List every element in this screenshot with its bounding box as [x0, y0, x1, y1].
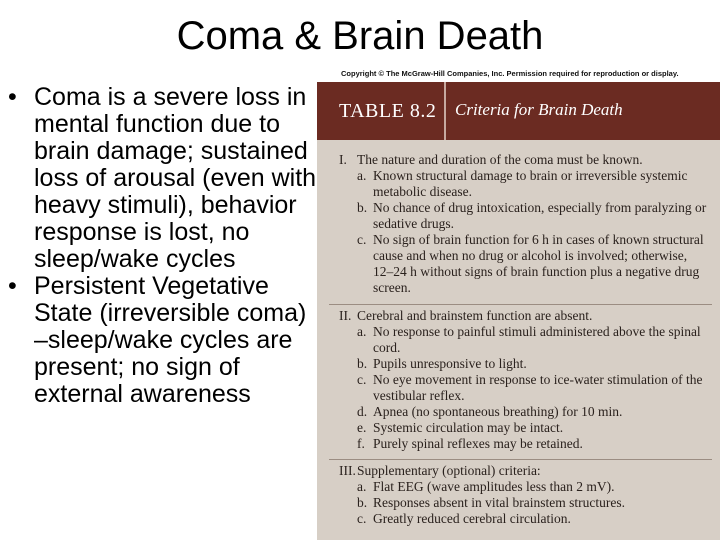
item-text: Systemic circulation may be intact.	[373, 420, 564, 435]
item-letter: b.	[357, 356, 368, 371]
criterion-item	[339, 324, 709, 356]
section-heading	[339, 463, 709, 479]
copyright-notice: Copyright © The McGraw-Hill Companies, Inc. Permission required for reproduction or display.	[341, 69, 679, 78]
item-text: Flat EEG (wave amplitudes less than 2 mV).	[373, 479, 615, 494]
bullet-text: Coma is a severe loss in mental function due to brain damage; sustained loss of arousal (even with heavy stimuli), behavior response is lost, no sleep/wake cycles	[34, 83, 317, 273]
section-3	[339, 463, 709, 527]
section-number: I.	[339, 152, 347, 167]
item-text: Greatly reduced cerebral circulation.	[373, 511, 571, 526]
section-heading	[339, 308, 709, 324]
criterion-item	[339, 200, 709, 232]
section-2	[339, 308, 709, 452]
bullet-list	[8, 84, 318, 408]
item-letter: b.	[357, 200, 368, 215]
criterion-item	[339, 232, 709, 296]
section-heading-text: Supplementary (optional) criteria:	[357, 463, 541, 478]
item-letter: a.	[357, 479, 367, 494]
criterion-item	[339, 479, 709, 495]
section-divider	[329, 459, 712, 460]
bullet-glyph: •	[8, 83, 17, 111]
item-letter: a.	[357, 168, 367, 183]
header-divider	[444, 82, 446, 140]
item-letter: f.	[357, 436, 365, 451]
criterion-item	[339, 356, 709, 372]
bullet-item	[8, 84, 318, 273]
section-heading	[339, 152, 709, 168]
criteria-table	[317, 82, 720, 540]
item-text: Apnea (no spontaneous breathing) for 10 min.	[373, 404, 623, 419]
section-heading-text: Cerebral and brainstem function are absent.	[357, 308, 593, 323]
table-caption: Criteria for Brain Death	[455, 100, 623, 119]
section-number: II.	[339, 308, 352, 323]
item-text: Pupils unresponsive to light.	[373, 356, 527, 371]
item-letter: c.	[357, 511, 367, 526]
section-divider	[329, 304, 712, 305]
item-text: No eye movement in response to ice-water stimulation of the vestibular reflex.	[373, 372, 703, 403]
item-letter: e.	[357, 420, 367, 435]
item-letter: c.	[357, 372, 367, 387]
criterion-item	[339, 372, 709, 404]
item-text: No chance of drug intoxication, especially from paralyzing or sedative drugs.	[373, 200, 707, 231]
item-text: No response to painful stimuli administered above the spinal cord.	[373, 324, 701, 355]
item-letter: c.	[357, 232, 367, 247]
item-text: No sign of brain function for 6 h in cases of known structural cause and when no drug or alcohol is involved; otherwise, 12–24 h without signs of brain function plus a negative drug screen.	[373, 232, 704, 295]
item-text: Purely spinal reflexes may be retained.	[373, 436, 583, 451]
item-text: Known structural damage to brain or irreversible systemic metabolic disease.	[373, 168, 688, 199]
bullet-glyph: •	[8, 272, 17, 300]
criterion-item	[339, 495, 709, 511]
section-heading-text: The nature and duration of the coma must be known.	[357, 152, 643, 167]
table-header	[317, 82, 720, 140]
section-number: III.	[339, 463, 356, 478]
item-letter: a.	[357, 324, 367, 339]
criterion-item	[339, 420, 709, 436]
item-letter: b.	[357, 495, 368, 510]
slide-title: Coma & Brain Death	[176, 14, 544, 58]
criterion-item	[339, 168, 709, 200]
item-text: Responses absent in vital brainstem structures.	[373, 495, 625, 510]
criterion-item	[339, 404, 709, 420]
section-1	[339, 152, 709, 296]
bullet-text: Persistent Vegetative State (irreversible coma) –sleep/wake cycles are present; no sign of external awareness	[34, 272, 307, 408]
criterion-item	[339, 511, 709, 527]
table-number: TABLE 8.2	[339, 100, 437, 122]
criterion-item	[339, 436, 709, 452]
bullet-item	[8, 273, 318, 408]
item-letter: d.	[357, 404, 368, 419]
